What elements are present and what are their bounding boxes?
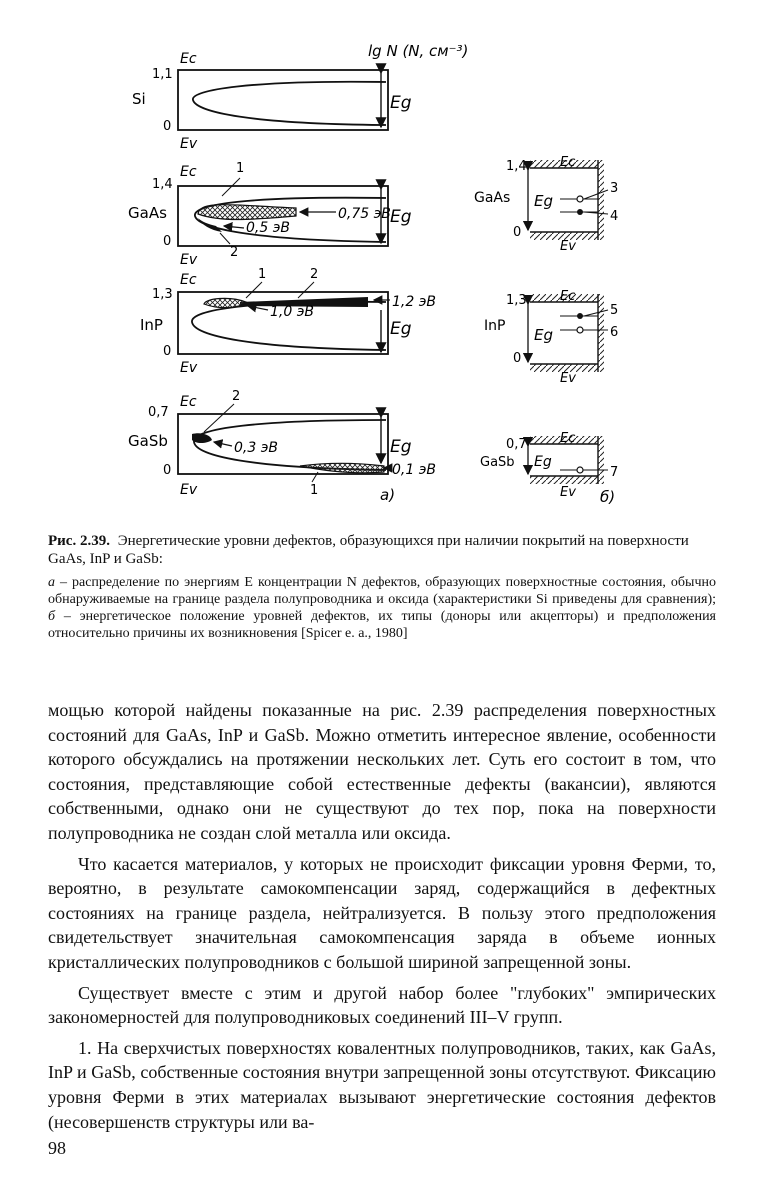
b-gasb-eg: Eg (534, 454, 552, 470)
si-gap-value: 1,1 (152, 67, 173, 82)
si-material: Si (132, 90, 146, 108)
inp-level-12: 1,2 эВ (392, 294, 437, 310)
gaas-gap-value: 1,4 (152, 177, 173, 192)
inp-material: InP (140, 316, 163, 334)
gaas-material: GaAs (128, 204, 167, 222)
gaas-marker-1: 1 (236, 161, 245, 176)
b-inp-ev: Ev (560, 371, 576, 386)
paragraph-4: 1. На сверхчистых поверхностях ковалентных полупроводников, таких, как GaAs, InP и GaSb, собственные состояния внутри запрещенной зоны отсутствуют. Фиксацию уровня Ферми в этих материалах вызывают энергетические состояния дефектов (несовершенств структуры или ва- (48, 1037, 716, 1132)
inp-ev: Ev (180, 360, 198, 376)
caption-sub-a-text: – распределение по энергиям E концентрации N дефектов, образующих поверхностные состояния, обычно обнаруживаемые на границе раздела полупроводника и оксида (характеристики Si приведены для сравнения); (48, 575, 716, 607)
si-ec: Ec (180, 51, 197, 67)
panel-b-inp (484, 289, 618, 386)
panel-a-gasb (128, 389, 436, 504)
gasb-gap-value: 0,7 (148, 405, 169, 420)
gasb-level-01: 0,1 эВ (392, 462, 437, 478)
caption-sub-a-label: а (48, 575, 55, 590)
b-gasb-ec: Ec (560, 431, 576, 446)
b-gaas-level-3: 3 (610, 181, 619, 196)
b-gaas-material: GaAs (474, 190, 511, 206)
b-gaas-eg: Eg (534, 192, 553, 210)
paragraph-1: мощью которой найдены показанные на рис. 2.39 распределения поверхностных состояний для GaAs, InP и GaSb. Можно отметить интересное явление, особенности которого обсуждались на протяжении нескольких лет. Суть его состоит в том, что состояния, представляющие собой естественные дефекты (вакансии), являются собственными, однако они не существуют до тех пор, пока на поверхности полупроводника не создан слой металла или оксида. (48, 700, 716, 843)
gaas-zero: 0 (163, 234, 172, 249)
gasb-eg: Eg (390, 437, 412, 457)
panel-a-inp (140, 267, 436, 376)
gaas-ev: Ev (180, 252, 198, 268)
b-gasb-material: GaSb (480, 455, 515, 470)
b-inp-ec: Ec (560, 289, 576, 304)
gaas-marker-2: 2 (230, 245, 239, 260)
inp-marker-1: 1 (258, 267, 267, 282)
inp-ec: Ec (180, 272, 197, 288)
axis-title: lg N (N, см⁻³) (368, 42, 469, 60)
paragraph-2: Что касается материалов, у которых не происходит фиксации уровня Ферми, то, вероятно, в результате самокомпенсации заряд, содержащийся в дефектных состояниях на границе раздела, нейтрализуется. В пользу этого предположения свидетельствует значительная самокомпенсация заряда в объеме ионных кристаллических полупроводников с большой шириной запрещенной зоны. (48, 853, 716, 972)
b-gasb-ev: Ev (560, 485, 576, 500)
gasb-zero: 0 (163, 463, 172, 478)
inp-gap-value: 1,3 (152, 287, 173, 302)
b-inp-level-5: 5 (610, 303, 619, 318)
panel-a-gaas (128, 161, 412, 268)
gasb-marker-2: 2 (232, 389, 241, 404)
b-gaas-zero: 0 (513, 225, 522, 240)
gaas-eg: Eg (390, 207, 412, 227)
gasb-ec: Ec (180, 394, 197, 410)
b-gaas-ec: Ec (560, 155, 576, 170)
panel-b-gaas (474, 155, 618, 254)
label-b: б) (600, 488, 616, 506)
gasb-level-03: 0,3 эВ (234, 440, 279, 456)
b-gasb-level-7: 7 (610, 465, 619, 480)
caption-description (48, 574, 716, 642)
figure-2-39 (0, 0, 764, 528)
panel-a-si (132, 51, 412, 152)
label-a: а) (380, 486, 396, 504)
caption-sub-b-label: б (48, 609, 56, 624)
inp-marker-2: 2 (310, 267, 319, 282)
paragraph-3: Существует вместе с этим и другой набор более "глубоких" эмпирических закономерностей для полупроводниковых соединений III–V групп. (48, 982, 716, 1028)
b-gaas-gap-value: 1,4 (506, 159, 527, 174)
b-inp-eg: Eg (534, 326, 553, 344)
inp-zero: 0 (163, 344, 172, 359)
page-number: 98 (48, 1138, 66, 1158)
b-gaas-ev: Ev (560, 239, 576, 254)
panel-b-gasb (480, 431, 618, 506)
inp-eg: Eg (390, 319, 412, 339)
gasb-ev: Ev (180, 482, 198, 498)
b-gaas-level-4: 4 (610, 209, 619, 224)
body-text (48, 698, 716, 1140)
b-inp-level-6: 6 (610, 325, 619, 340)
figure-caption (48, 532, 716, 642)
gasb-marker-1: 1 (310, 483, 319, 498)
si-zero: 0 (163, 119, 172, 134)
b-inp-material: InP (484, 318, 506, 334)
b-gasb-gap-value: 0,7 (506, 437, 527, 452)
gasb-material: GaSb (128, 432, 168, 450)
gaas-level-075: 0,75 эВ (338, 206, 391, 222)
inp-level-10: 1,0 эВ (270, 304, 315, 320)
b-inp-zero: 0 (513, 351, 522, 366)
si-ev: Ev (180, 136, 198, 152)
gaas-ec: Ec (180, 164, 197, 180)
caption-title: Энергетические уровни дефектов, образующихся при наличии покрытий на поверхности GaAs, InP и GaSb: (48, 533, 689, 567)
caption-number: Рис. 2.39. (48, 533, 110, 549)
b-inp-gap-value: 1,3 (506, 293, 527, 308)
caption-title-line (48, 532, 716, 568)
gaas-level-05: 0,5 эВ (246, 220, 291, 236)
si-eg: Eg (390, 93, 412, 113)
caption-sub-b-text: – энергетическое положение уровней дефектов, их типы (доноры или акцепторы) и предположения относительно причины их возникновения [Spicer e. a., 1980] (48, 609, 716, 641)
